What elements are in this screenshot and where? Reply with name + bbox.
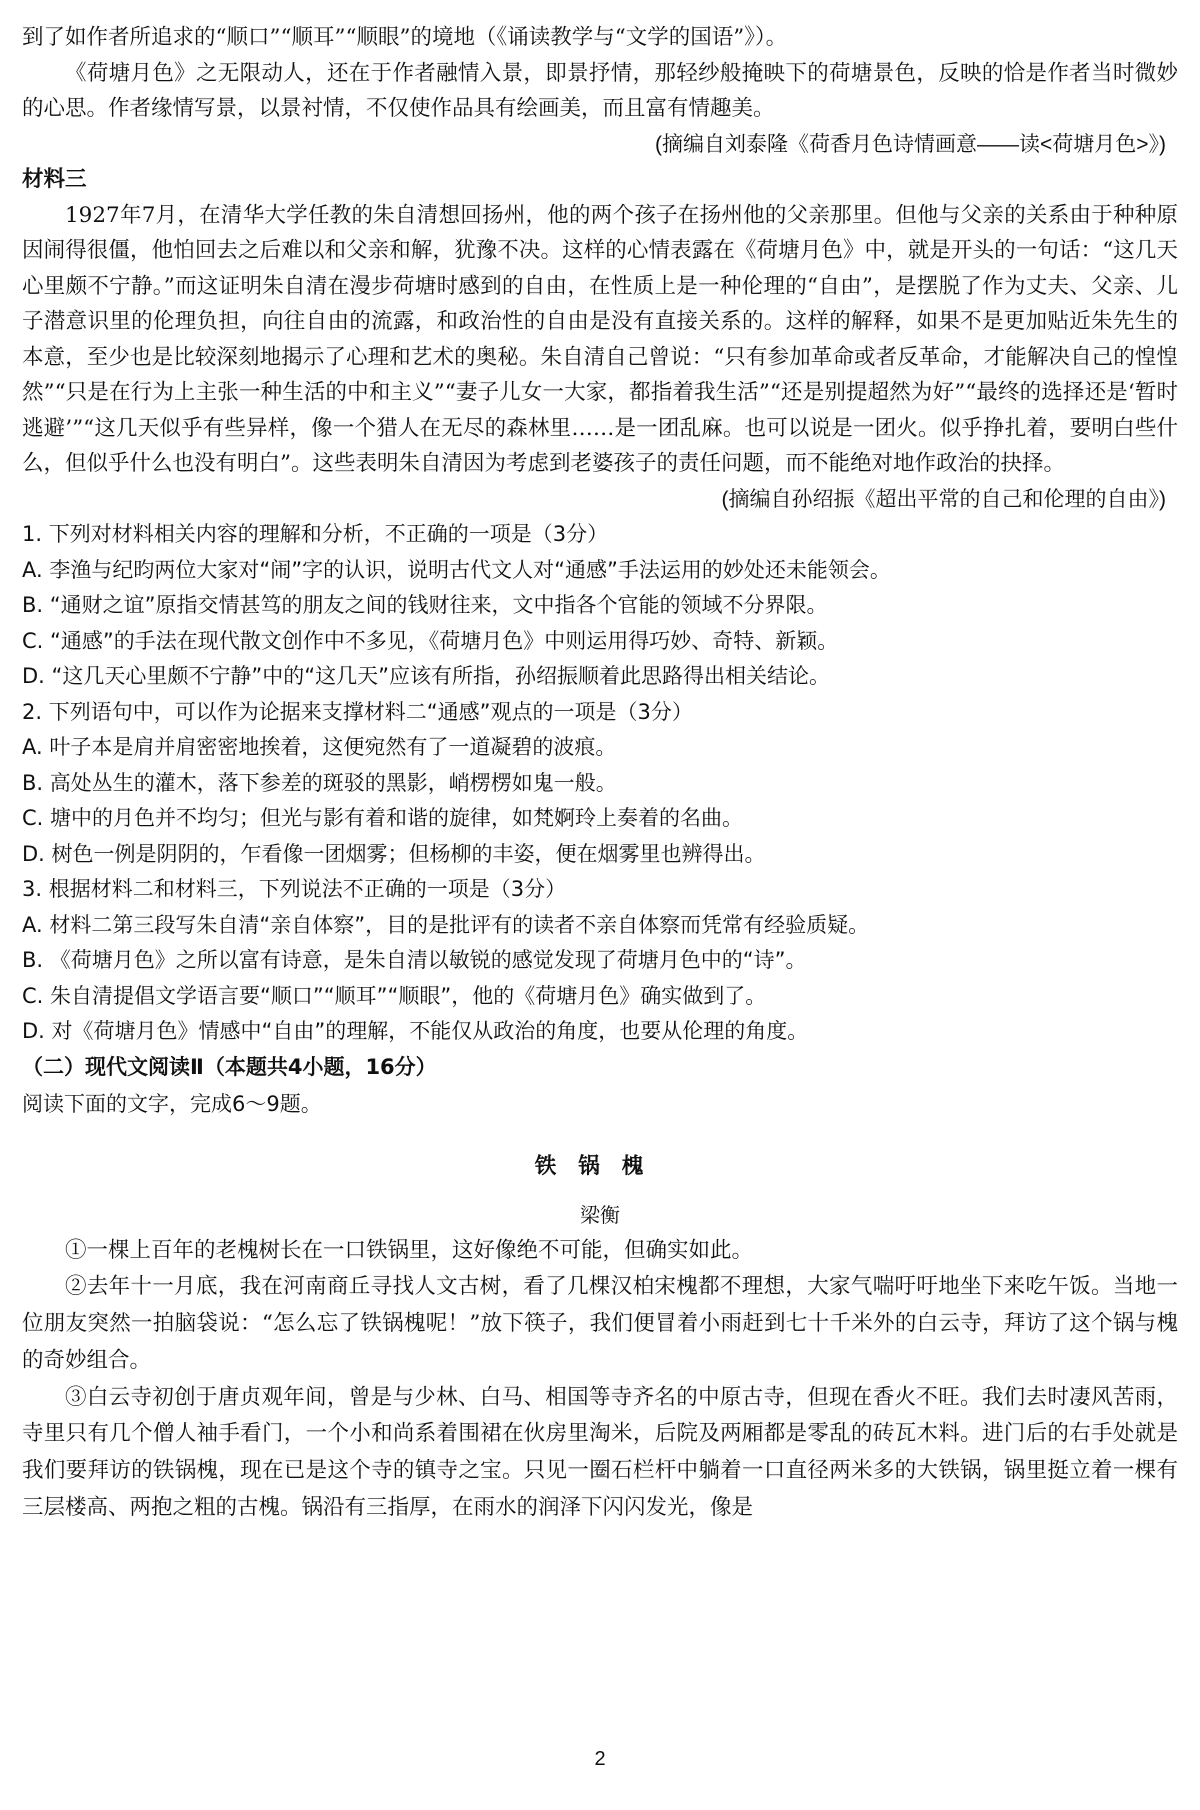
source-citation-material2: (摘编自刘泰隆《荷香月色诗情画意——读<荷塘月色>》) xyxy=(654,132,1166,156)
option-a: A. 李渔与纪昀两位大家对“闹”字的认识，说明古代文人对“通感”手法运用的妙处还未能领会。 xyxy=(22,557,891,582)
option-c: C. 塘中的月色并不均匀；但光与影有着和谐的旋律，如梵婀玲上奏着的名曲。 xyxy=(22,806,744,830)
option-b: B. “通财之谊”原指交情甚笃的朋友之间的钱财往来，文中指各个官能的领域不分界限。 xyxy=(22,593,828,617)
question-2 xyxy=(22,695,1178,873)
story-title: 铁锅槐 xyxy=(534,1153,666,1179)
story-author: 梁衡 xyxy=(580,1202,620,1227)
question-1 xyxy=(22,517,1178,695)
material3-heading: 材料三 xyxy=(22,167,87,192)
question-stem: 1. 下列对材料相关内容的理解和分析，不正确的一项是（3分） xyxy=(22,522,609,546)
question-3 xyxy=(22,872,1178,1050)
option-b: B. 高处丛生的灌木，落下参差的斑驳的黑影，峭楞楞如鬼一般。 xyxy=(22,770,617,795)
material3-body: 1927年7月，在清华大学任教的朱自清想回扬州，他的两个孩子在扬州他的父亲那里。但他与父亲的关系由于种种原因闹得很僵，他怕回去之后难以和父亲和解，犹豫不决。这样的心情表露在《荷塘月色》中，就是开头的一句话：“这几天心里颇不宁静。”而这证明朱自清在漫步荷塘时感到的自由，在性质上是一种伦理的“自由”，是摆脱了作为丈夫、父亲、儿子潜意识里的伦理负担，向往自由的流露，和政治性的自由是没有直接关系的。这样的解释，如果不是更加贴近朱先生的本意，至少也是比较深刻地揭示了心理和艺术的奥秘。朱自清自己曾说：“只有参加革命或者反革命，才能解决自己的惶惶然”“只是在行为上主张一种生活的中和主义”“妻子儿女一大家，都指着我生活”“还是别提超然为好”“最终的选择还是‘暂时逃避’”“这几天似乎有些异样，像一个猎人在无尽的森林里……是一团乱麻。也可以说是一团火。似乎挣扎着，要明白些什么，但似乎什么也没有明白”。这些表明朱自清因为考虑到老婆孩子的责任问题，而不能绝对地作政治的抉择。 xyxy=(22,202,1178,476)
story-paragraph-1: ①一棵上百年的老槐树长在一口铁锅里，这好像绝不可能，但确实如此。 xyxy=(65,1237,754,1263)
option-a: A. 材料二第三段写朱自清“亲自体察”，目的是批评有的读者不亲自体察而凭常有经验质疑。 xyxy=(22,912,870,937)
reading-instruction: 阅读下面的文字，完成6～9题。 xyxy=(22,1092,322,1116)
intro-paragraph-2: 《荷塘月色》之无限动人，还在于作者融情入景，即景抒情，那轻纱般掩映下的荷塘景色，反映的恰是作者当时微妙的心思。作者缘情写景，以景衬情，不仅使作品具有绘画美，而且富有情趣美。 xyxy=(22,60,1178,121)
source-citation-material3: (摘编自孙绍振《超出平常的自己和伦理的自由》) xyxy=(721,487,1166,511)
section-heading: （二）现代文阅读Ⅱ（本题共4小题，16分） xyxy=(22,1054,437,1079)
story-paragraph-3: ③白云寺初创于唐贞观年间，曾是与少林、白马、相国等寺齐名的中原古寺，但现在香火不旺。我们去时凄风苦雨，寺里只有几个僧人袖手看门，一个小和尚系着围裙在伙房里淘米，后院及两厢都是零乱的砖瓦木料。进门后的右手处就是我们要拜访的铁锅槐，现在已是这个寺的镇寺之宝。只见一圈石栏杆中躺着一口直径两米多的大铁锅，锅里挺立着一棵有三层楼高、两抱之粗的古槐。锅沿有三指厚，在雨水的润泽下闪闪发光，像是 xyxy=(22,1384,1178,1521)
option-d: D. 对《荷塘月色》情感中“自由”的理解，不能仅从政治的角度，也要从伦理的角度。 xyxy=(22,1019,809,1043)
intro-paragraph-1: 到了如作者所追求的“顺口”“顺耳”“顺眼”的境地（《诵读教学与“文学的国语”》）。 xyxy=(22,25,788,50)
question-stem: 3. 根据材料二和材料三，下列说法不正确的一项是（3分） xyxy=(22,877,567,901)
question-stem: 2. 下列语句中，可以作为论据来支撑材料二“通感”观点的一项是（3分） xyxy=(22,699,693,724)
option-d: D. “这几天心里颇不宁静”中的“这几天”应该有所指，孙绍振顺着此思路得出相关结论。 xyxy=(22,664,831,688)
story-paragraph-2: ②去年十一月底，我在河南商丘寻找人文古树，看了几棵汉柏宋槐都不理想，大家气喘吁吁地坐下来吃午饭。当地一位朋友突然一拍脑袋说：“怎么忘了铁锅槐呢！”放下筷子，我们便冒着小雨赶到七十千米外的白云寺，拜访了这个锅与槐的奇妙组合。 xyxy=(22,1274,1178,1373)
option-b: B. 《荷塘月色》之所以富有诗意，是朱自清以敏锐的感觉发现了荷塘月色中的“诗”。 xyxy=(22,948,807,972)
option-c: C. 朱自清提倡文学语言要“顺口”“顺耳”“顺眼”，他的《荷塘月色》确实做到了。 xyxy=(22,983,767,1008)
option-c: C. “通感”的手法在现代散文创作中不多见，《荷塘月色》中则运用得巧妙、奇特、新颖。 xyxy=(22,628,839,653)
option-d: D. 树色一例是阴阴的，乍看像一团烟雾；但杨柳的丰姿，便在烟雾里也辨得出。 xyxy=(22,841,766,866)
option-a: A. 叶子本是肩并肩密密地挨着，这便宛然有了一道凝碧的波痕。 xyxy=(22,735,617,759)
story xyxy=(22,1149,1178,1527)
page-number: 2 xyxy=(594,1748,606,1770)
